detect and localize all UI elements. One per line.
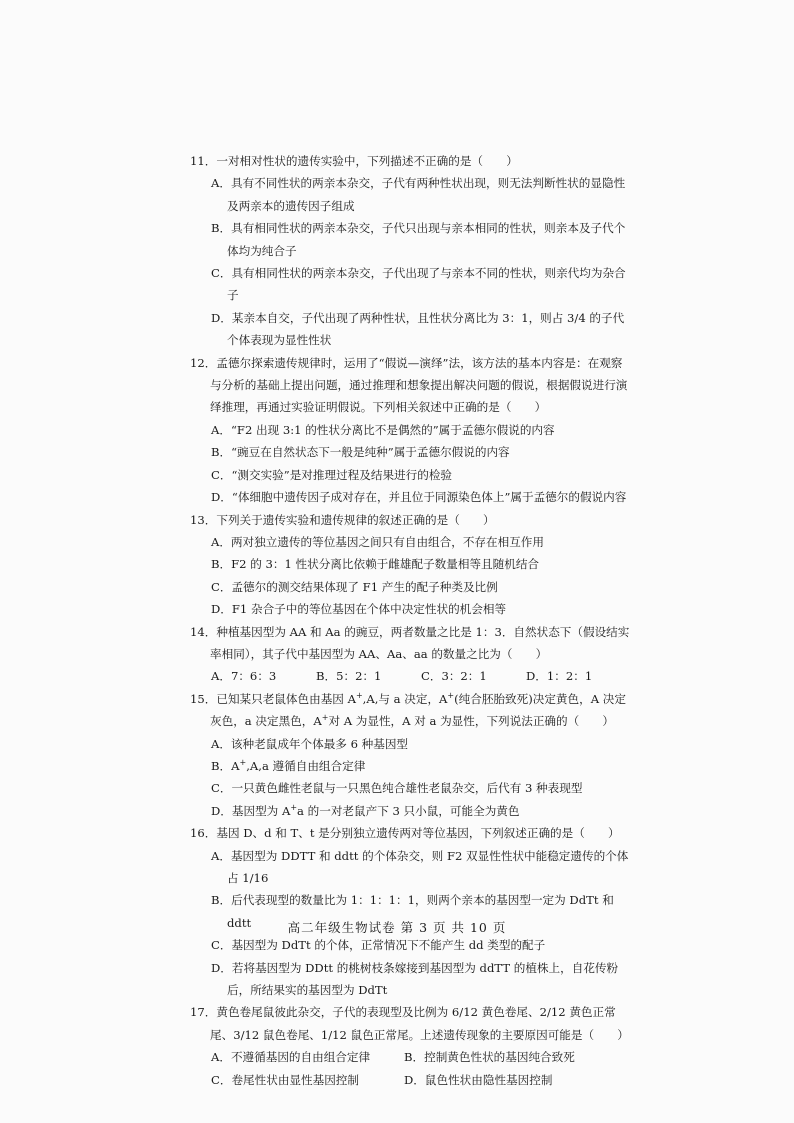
superscript: + [239, 758, 247, 768]
option-text: a 的一对老鼠产下 3 只小鼠，可能全为黄色 [297, 803, 520, 818]
option-c: C．一只黄色雌性老鼠与一只黑色纯合雄性老鼠杂交，后代有 3 种表现型 [211, 781, 583, 796]
superscript: + [447, 690, 455, 700]
option-text: D．基因型为 A [211, 803, 291, 818]
option-d: D．鼠色性状由隐性基因控制 [404, 1072, 553, 1087]
option-c: C．孟德尔的测交结果体现了 F1 产生的配子种类及比例 [211, 579, 498, 594]
option-b [190, 755, 632, 777]
question-17 [190, 1001, 632, 1091]
option-c: C．具有相同性状的两亲本杂交，子代出现了与亲本不同的性状，则亲代均为杂合子 [211, 266, 626, 303]
question-14 [190, 621, 632, 688]
question-list [190, 150, 632, 1091]
option-a: A．两对独立遗传的等位基因之间只有自由组合，不存在相互作用 [211, 534, 544, 549]
stem-text: ,A,与 a 决定，A [362, 691, 448, 706]
question-12 [190, 352, 632, 509]
question-stem: 13．下列关于遗传实验和遗传规律的叙述正确的是（ ） [190, 512, 495, 527]
question-stem [190, 688, 632, 733]
question-stem: 12．孟德尔探索遗传规律时，运用了“假说—演绎”法，该方法的基本内容是：在观察与分析的基础上提出问题，通过推理和想象提出解决问题的假说，根据假说进行演绎推理，再通过实验证明假说。下列相关叙述中正确的是（ ） [190, 355, 628, 415]
stem-text: 15．已知某只老鼠体色由基因 A [190, 691, 356, 706]
superscript: + [321, 713, 329, 723]
stem-text: (纯合胚胎致死)决定黄色，A 决定灰色，a 决定黑色，A [210, 691, 626, 729]
option-text: ,A,a 遵循自由组合定律 [246, 758, 366, 773]
option-d: D．某亲本自交，子代出现了两种性状，且性状分离比为 3：1，则占 3/4 的子代个体表现为显性性状 [211, 310, 625, 348]
page-footer: 高二年级生物试卷 第 3 页 共 10 页 [287, 920, 507, 935]
option-row [190, 1046, 632, 1068]
option-c: C．“测交实验”是对推理过程及结果进行的检验 [211, 467, 453, 482]
option-d: D．若将基因型为 DDtt 的桃树枝条嫁接到基因型为 ddTT 的植株上，自花传粉后，所结果实的基因型为 DdTt [211, 960, 619, 998]
option-a: A．具有不同性状的两亲本杂交，子代有两种性状出现，则无法判断性状的显隐性及两亲本的遗传因子组成 [211, 176, 626, 213]
stem-text: 对 A 为显性，A 对 a 为显性，下列说法正确的（ ） [328, 714, 614, 729]
option-c: C．3：2：1 [421, 669, 487, 684]
superscript: + [290, 802, 298, 812]
question-stem: 16．基因 D、d 和 T、t 是分别独立遗传两对等位基因，下列叙述正确的是（ ） [190, 826, 620, 841]
option-b: B．“豌豆在自然状态下一般是纯种”属于孟德尔假说的内容 [211, 445, 510, 460]
option-a: A．该种老鼠成年个体最多 6 种基因型 [211, 736, 409, 751]
option-b: B．F2 的 3：1 性状分离比依赖于雌雄配子数量相等且随机结合 [211, 557, 540, 572]
question-13 [190, 509, 632, 621]
option-a: A．不遵循基因的自由组合定律 [211, 1050, 371, 1065]
option-c: C．卷尾性状由显性基因控制 [211, 1072, 359, 1087]
option-row [190, 665, 632, 687]
option-a: A．“F2 出现 3:1 的性状分离比不是偶然的”属于孟德尔假说的内容 [211, 422, 555, 437]
option-d [190, 800, 632, 822]
option-b: B．5：2：1 [316, 669, 382, 684]
option-d: D．“体细胞中遗传因子成对存在，并且位于同源染色体上”属于孟德尔的假说内容 [211, 490, 627, 505]
superscript: + [355, 690, 363, 700]
question-stem: 14．种植基因型为 AA 和 Aa 的豌豆，两者数量之比是 1：3．自然状态下（假设结实率相同），其子代中基因型为 AA、Aa、aa 的数量之比为（ ） [190, 624, 630, 661]
option-c: C．基因型为 DdTt 的个体，正常情况下不能产生 dd 类型的配子 [211, 938, 546, 953]
option-a: A．7：6：3 [211, 669, 277, 684]
option-d: D．F1 杂合子中的等位基因在个体中决定性状的机会相等 [211, 602, 507, 617]
question-16 [190, 822, 632, 1001]
question-stem: 11．一对相对性状的遗传实验中，下列描述不正确的是（ ） [190, 154, 518, 168]
option-row [190, 1069, 632, 1091]
option-b: B．后代表现型的数量比为 1：1：1：1，则两个亲本的基因型一定为 DdTt 和 ddtt [211, 893, 614, 930]
option-d: D．1：2：1 [526, 669, 593, 684]
question-11 [190, 150, 632, 352]
option-b: B．具有相同性状的两亲本杂交，子代只出现与亲本相同的性状，则亲本及子代个体均为纯合子 [211, 221, 626, 258]
option-text: B．A [211, 758, 240, 773]
question-stem: 17．黄色卷尾鼠彼此杂交，子代的表现型及比例为 6/12 黄色卷尾、2/12 黄色正常尾、3/12 鼠色卷尾、1/12 鼠色正常尾。上述遗传现象的主要原因可能是（ ） [190, 1005, 629, 1042]
option-a: A．基因型为 DDTT 和 ddtt 的个体杂交，则 F2 双显性性状中能稳定遗传的个体占 1/16 [211, 848, 629, 885]
question-15 [190, 688, 632, 822]
option-b: B．控制黄色性状的基因纯合致死 [404, 1050, 575, 1065]
